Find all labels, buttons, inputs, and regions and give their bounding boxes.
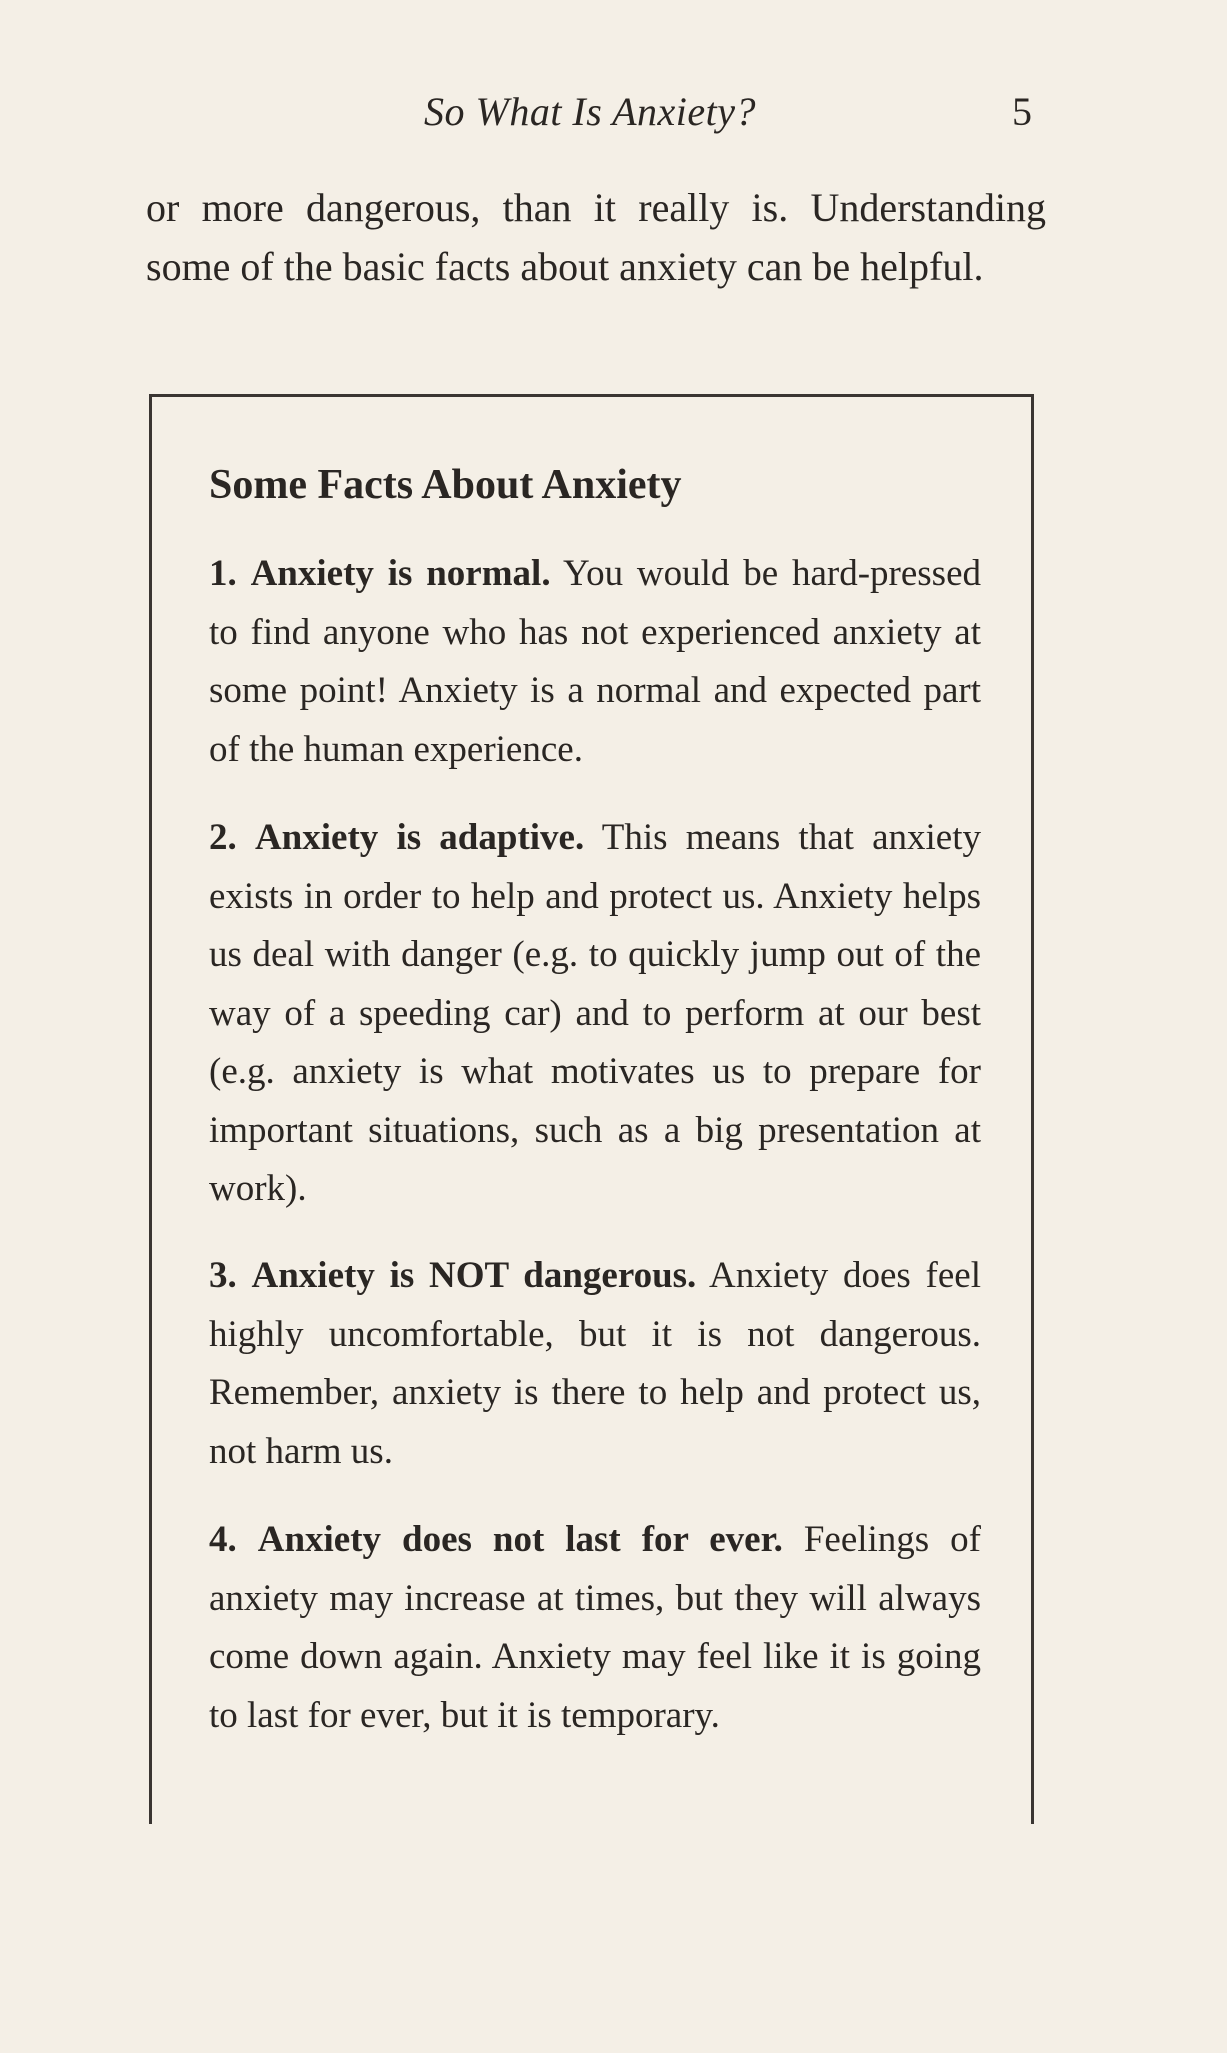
fact-item (209, 809, 981, 1219)
fact-item (209, 545, 981, 779)
fact-lead: Anxiety is NOT dangerous. (251, 1255, 697, 1296)
fact-lead: Anxiety is normal. (250, 553, 551, 594)
fact-body: Feelings of anxiety may increase at times, but they will always come down again. Anxiety may feel like it is going to last for ever, but it is temporary. (209, 1519, 981, 1736)
fact-lead: Anxiety does not last for ever. (257, 1519, 783, 1560)
fact-body: Anxiety does feel highly uncomfortable, but it is not dangerous. Remember, anxiety is there to help and protect us, not harm us. (209, 1255, 981, 1472)
intro-paragraph: or more dangerous, than it really is. Understanding some of the basic facts about anxiety can be helpful. (146, 185, 1046, 289)
fact-lead: Anxiety is adaptive. (254, 817, 585, 858)
facts-box-title: Some Facts About Anxiety (209, 462, 682, 508)
facts-box (149, 394, 1034, 1824)
fact-number: 4. (209, 1519, 237, 1560)
fact-number: 2. (209, 817, 237, 858)
page-number: 5 (1012, 89, 1032, 134)
fact-item (209, 1247, 981, 1481)
fact-number: 3. (209, 1255, 237, 1296)
fact-item (209, 1511, 981, 1745)
fact-body: You would be hard-pressed to find anyone who has not experienced anxiety at some point! Anxiety is a normal and expected part of the human experience. (209, 553, 981, 770)
running-header (0, 82, 1227, 142)
fact-body: This means that anxiety exists in order to help and protect us. Anxiety helps us deal with danger (e.g. to quickly jump out of the way of a speeding car) and to perform at our best (e.g. anxiety is what motivates us to prepare for important situations, such as a big presentation at work). (209, 817, 981, 1209)
fact-number: 1. (209, 553, 237, 594)
running-title: So What Is Anxiety? (424, 89, 757, 134)
